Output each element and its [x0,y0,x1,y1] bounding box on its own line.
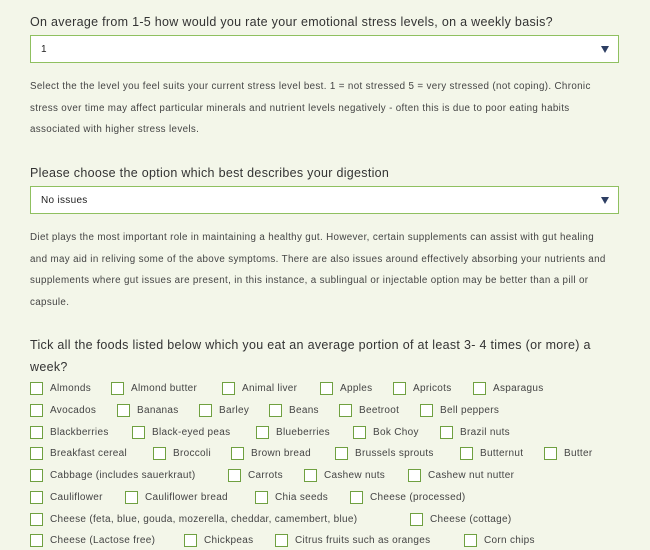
checkbox[interactable] [353,426,366,439]
food-row: Cauliflower Cauliflower bread Chia seeds Cheese (processed) [30,491,630,505]
checkbox[interactable] [464,534,477,547]
digestion-question: Please choose the option which best describes your digestion [30,166,390,180]
checkbox[interactable] [304,469,317,482]
checkbox[interactable] [117,404,130,417]
food-row: Almonds Almond butter Animal liver Apples Apricots Asparagus [30,382,630,396]
checkbox[interactable] [460,447,473,460]
stress-question: On average from 1-5 how would you rate your emotional stress levels, on a weekly basis? [30,15,553,29]
stress-level-value: 1 [41,44,47,55]
checkbox[interactable] [408,469,421,482]
chevron-down-icon [601,46,609,53]
checkbox[interactable] [339,404,352,417]
checkbox[interactable] [473,382,486,395]
checkbox[interactable] [350,491,363,504]
checkbox[interactable] [30,404,43,417]
digestion-value: No issues [41,195,88,206]
checkbox[interactable] [320,382,333,395]
checkbox[interactable] [335,447,348,460]
checkbox[interactable] [228,469,241,482]
checkbox[interactable] [30,469,43,482]
chevron-down-icon [601,197,609,204]
checkbox[interactable] [544,447,557,460]
checkbox[interactable] [30,426,43,439]
checkbox[interactable] [255,491,268,504]
checkbox[interactable] [153,447,166,460]
checkbox[interactable] [231,447,244,460]
stress-level-select[interactable] [30,35,619,63]
checkbox[interactable] [30,447,43,460]
foods-question: Tick all the foods listed below which you eat an average portion of at least 3- 4 times (or more) a week? [30,338,591,374]
checkbox[interactable] [256,426,269,439]
food-row: Blackberries Black-eyed peas Blueberries Bok Choy Brazil nuts [30,426,630,440]
digestion-help-text: Diet plays the most important role in maintaining a healthy gut. However, certain supplements can assist with gut healing and may aid in reliving some of the above symptoms. There are also issues around effectively absorbing your nutrients and supplements where gut issues are present, in this instance, a sublingual or injectable option may be better than a pill or capsule. [30,232,606,308]
checkbox[interactable] [30,491,43,504]
food-row: Cheese (Lactose free) Chickpeas Citrus fruits such as oranges Corn chips [30,534,630,548]
checkbox[interactable] [111,382,124,395]
checkbox[interactable] [420,404,433,417]
checkbox[interactable] [393,382,406,395]
stress-help-text: Select the the level you feel suits your current stress level best. 1 = not stressed 5 = very stressed (not coping). Chronic stress over time may affect particular minerals and nutrient levels negatively - often this is due to poor eating habits associated with higher stress levels. [30,81,591,135]
food-row: Cheese (feta, blue, gouda, mozerella, cheddar, camembert, blue) Cheese (cottage) [30,513,630,527]
food-row: Cabbage (includes sauerkraut) Carrots Cashew nuts Cashew nut nutter [30,469,630,483]
checkbox[interactable] [410,513,423,526]
checkbox[interactable] [184,534,197,547]
checkbox[interactable] [269,404,282,417]
food-row: Avocados Bananas Barley Beans Beetroot Bell peppers [30,404,630,418]
checkbox[interactable] [30,382,43,395]
checkbox[interactable] [440,426,453,439]
checkbox[interactable] [125,491,138,504]
checkbox[interactable] [199,404,212,417]
digestion-select[interactable] [30,186,619,214]
checkbox[interactable] [30,534,43,547]
food-row: Breakfast cereal Broccoli Brown bread Brussels sprouts Butternut Butter [30,447,630,461]
checkbox[interactable] [132,426,145,439]
checkbox[interactable] [222,382,235,395]
checkbox[interactable] [275,534,288,547]
checkbox[interactable] [30,513,43,526]
